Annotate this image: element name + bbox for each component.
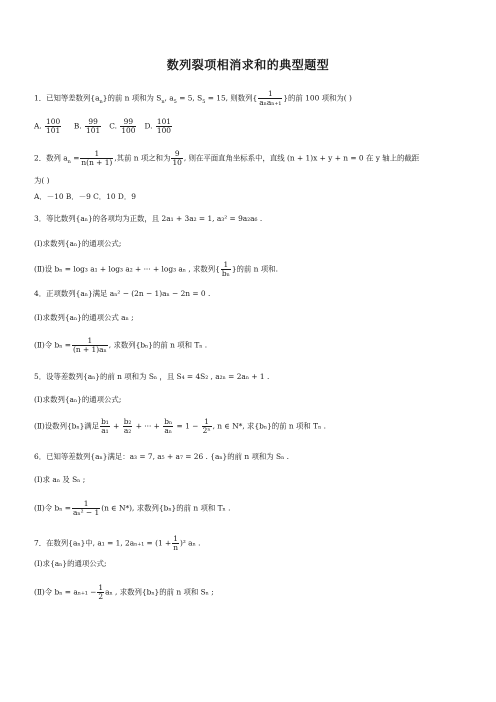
q5-f3-den: aₙ	[164, 426, 172, 435]
q6-frac-den: aₙ² − 1	[73, 508, 100, 517]
q4-part2-b: , 求数列{bₙ}的前 n 项和 Tₙ .	[108, 340, 208, 350]
q3-part2-b: }的前 n 项和.	[231, 264, 278, 274]
q4-part2-a: (Ⅱ)令 bₙ =	[34, 340, 72, 350]
q1-option-a-num: 100	[46, 117, 61, 126]
q2-frac2-den: 10	[172, 158, 182, 167]
q5-f4-num: 1	[202, 418, 212, 427]
q6-part2	[34, 500, 230, 517]
q3-part1: (Ⅰ)求数列{aₙ}的通项公式;	[34, 239, 122, 248]
q1-text-d: = 5, S	[176, 93, 203, 103]
q5-stem: 5．设等差数列{aₙ}的前 n 项和为 Sₙ ，且 S₄ = 4S₂ , a₂ₙ = 2aₙ + 1 .	[34, 372, 270, 381]
q3-part2-a: (Ⅱ)设 bₙ = log₃ a₁ + log₃ a₂ + ··· + log₃ aₙ , 求数列{	[34, 264, 220, 274]
q4-frac-den: (n + 1)aₙ	[73, 345, 107, 354]
q7-part1: (Ⅰ)求{aₙ}的通项公式;	[34, 559, 107, 568]
q4-stem: 4．正项数列{aₙ}满足 aₙ² − (2n − 1)aₙ − 2n = 0 .	[34, 289, 211, 298]
q4-part1: (Ⅰ)求数列{aₙ}的通项公式 aₙ ;	[34, 313, 134, 322]
q1-option-c-label: C.	[109, 121, 117, 131]
q1-option-a-label: A.	[34, 121, 42, 131]
q7-fraction	[172, 535, 179, 552]
q5-f2-den: a₂	[123, 426, 132, 435]
q1-option-d-num: 101	[156, 117, 171, 126]
q3-fraction	[221, 261, 231, 278]
q2-text-c: ,其前 n 项之和为	[114, 153, 171, 163]
q6-stem: 6．已知等差数列{aₙ}满足：a₃ = 7, a₅ + a₇ = 26 . {aₙ}的前 n 项和为 Sₙ .	[34, 452, 289, 461]
q1-frac-num: 1	[258, 90, 282, 99]
q1-option-c	[120, 118, 136, 135]
q2-fraction-2	[171, 150, 182, 167]
q2-options: A．－10 B．－9 C．10 D．9	[34, 192, 136, 201]
q1-option-a	[45, 118, 61, 135]
q6-part2-b: (n ∈ N*), 求数列{bₙ}的前 n 项和 Tₙ .	[101, 503, 231, 513]
q6-part2-a: (Ⅱ)令 bₙ =	[34, 503, 72, 513]
q1-frac-den: aₙaₙ₊₁	[259, 98, 282, 107]
q5-part2-a: (Ⅱ)设数列{bₙ}满足	[34, 421, 100, 431]
q1-option-d-label: D.	[144, 121, 153, 131]
q1-text-e: = 15, 则数列{	[205, 93, 258, 103]
q2-text-d: , 则在平面直角坐标系中，直线 (n + 1)x + y + n = 0 在 y 轴上的截距	[183, 153, 420, 163]
q3-stem: 3．等比数列{aₙ}的各项均为正数，且 2a₁ + 3a₂ = 1, a₃² = 9a₂a₆ .	[34, 214, 263, 223]
q1-option-d-den: 100	[156, 126, 171, 135]
q5-f2-num: b₂	[123, 417, 132, 426]
q2-stem: 2．数列 $a_n$ = $\frac{1}{n(n + 1)}$ ,其前 n 项之和为 $\frac{9}{10}$ , 则在平面直角坐标系中，直线 (n + 1)x + y + n = 0 在 y 轴上的截距	[34, 149, 420, 167]
q7-part2-a: (Ⅱ)令 bₙ = aₙ₊₁ −	[34, 587, 97, 597]
q3-part2	[34, 261, 278, 278]
q7-text-a: 7．在数列{aₙ}中, a₁ = 1, 2aₙ₊₁ = (1 +	[34, 538, 172, 548]
q7-frac2-den: 2	[98, 592, 104, 601]
q1-option-b-num: 99	[85, 118, 101, 127]
q1-option-d	[156, 118, 172, 135]
q5-fraction-2	[123, 418, 133, 435]
q1-text-f: }的前 100 项和为( )	[283, 93, 352, 103]
q7-frac2-num: 1	[98, 583, 104, 592]
q7-part2	[34, 584, 214, 601]
q4-frac-num: 1	[72, 337, 108, 346]
q7-stem	[34, 535, 200, 552]
q1-fraction	[258, 90, 282, 107]
q1-option-b-den: 101	[86, 126, 101, 135]
q5-fraction-4	[202, 418, 212, 435]
q3-frac-den: bₙ	[221, 269, 230, 278]
q5-f3-num: bₙ	[164, 417, 173, 426]
q1-option-c-num: 99	[120, 118, 136, 127]
q1-text-b: }的前 n 项和为 S	[102, 93, 162, 103]
q1-text-c: , a	[164, 93, 174, 103]
q2-frac-num: 1	[80, 150, 113, 159]
q6-fraction	[72, 500, 100, 517]
q5-fraction-1	[100, 418, 110, 435]
q1-stem: 1．已知等差数列$\{a_n\}$的前 n 项和为 $S_n$, $a_5 = 5$, $S_5 = 15$, 则数列{ $\frac{1}{\text{aₙaₙ₊₁}}$ }的前 100 项和为( )	[34, 89, 352, 107]
q2-text-b: =	[70, 153, 80, 163]
q3-frac-num: 1	[221, 261, 231, 270]
q7-text-b: )² aₙ .	[179, 538, 201, 548]
q2-text-e: 为( )	[34, 176, 50, 185]
q1-option-c-den: 100	[121, 126, 136, 135]
q1-options	[34, 118, 173, 135]
q5-part2: (Ⅱ)设数列{bₙ}满足 $\frac{\text{b₁}}{\text{a₁}}$ + $\frac{\text{b₂}}{\text{a₂}}$ + ··· + $\frac{\text{bₙ}}{\text{aₙ}}$ = 1 − $\frac{1}{\text{2ⁿ}}$ , n ∈ N*, 求{bₙ}的前 n 项和 Tₙ .	[34, 417, 326, 435]
q5-f1-den: a₁	[101, 426, 109, 435]
q7-frac-den: n	[173, 543, 178, 552]
page-title: 数列裂项相消求和的典型题型	[166, 58, 330, 72]
q2-fraction	[80, 150, 113, 167]
q5-f4-den: 2ⁿ	[202, 426, 211, 435]
q7-fraction-2	[97, 584, 104, 601]
q5-fraction-3	[163, 418, 173, 435]
q4-part2	[34, 337, 207, 354]
q6-part1: (Ⅰ)求 aₙ 及 Sₙ ;	[34, 475, 86, 484]
q1-option-a-den: 101	[46, 126, 61, 135]
q5-part1: (Ⅰ)求数列{aₙ}的通项公式;	[34, 395, 122, 404]
q2-text-a: 2．数列 a	[34, 153, 68, 163]
q5-f1-num: b₁	[101, 417, 109, 426]
q7-part2-b: aₙ , 求数列{bₙ}的前 n 项和 Sₙ ;	[105, 587, 214, 597]
q7-frac-num: 1	[173, 534, 178, 543]
q6-frac-num: 1	[72, 500, 100, 509]
q2-frac-den: n(n + 1)	[81, 158, 113, 167]
q2-frac2-num: 9	[171, 150, 182, 159]
q1-option-b-label: B.	[73, 121, 82, 131]
q4-fraction	[72, 337, 108, 354]
q1-option-b	[85, 118, 101, 135]
q5-part2-b: , n ∈ N*, 求{bₙ}的前 n 项和 Tₙ .	[212, 421, 326, 431]
q1-text-a: 1．已知等差数列{a	[34, 93, 100, 103]
